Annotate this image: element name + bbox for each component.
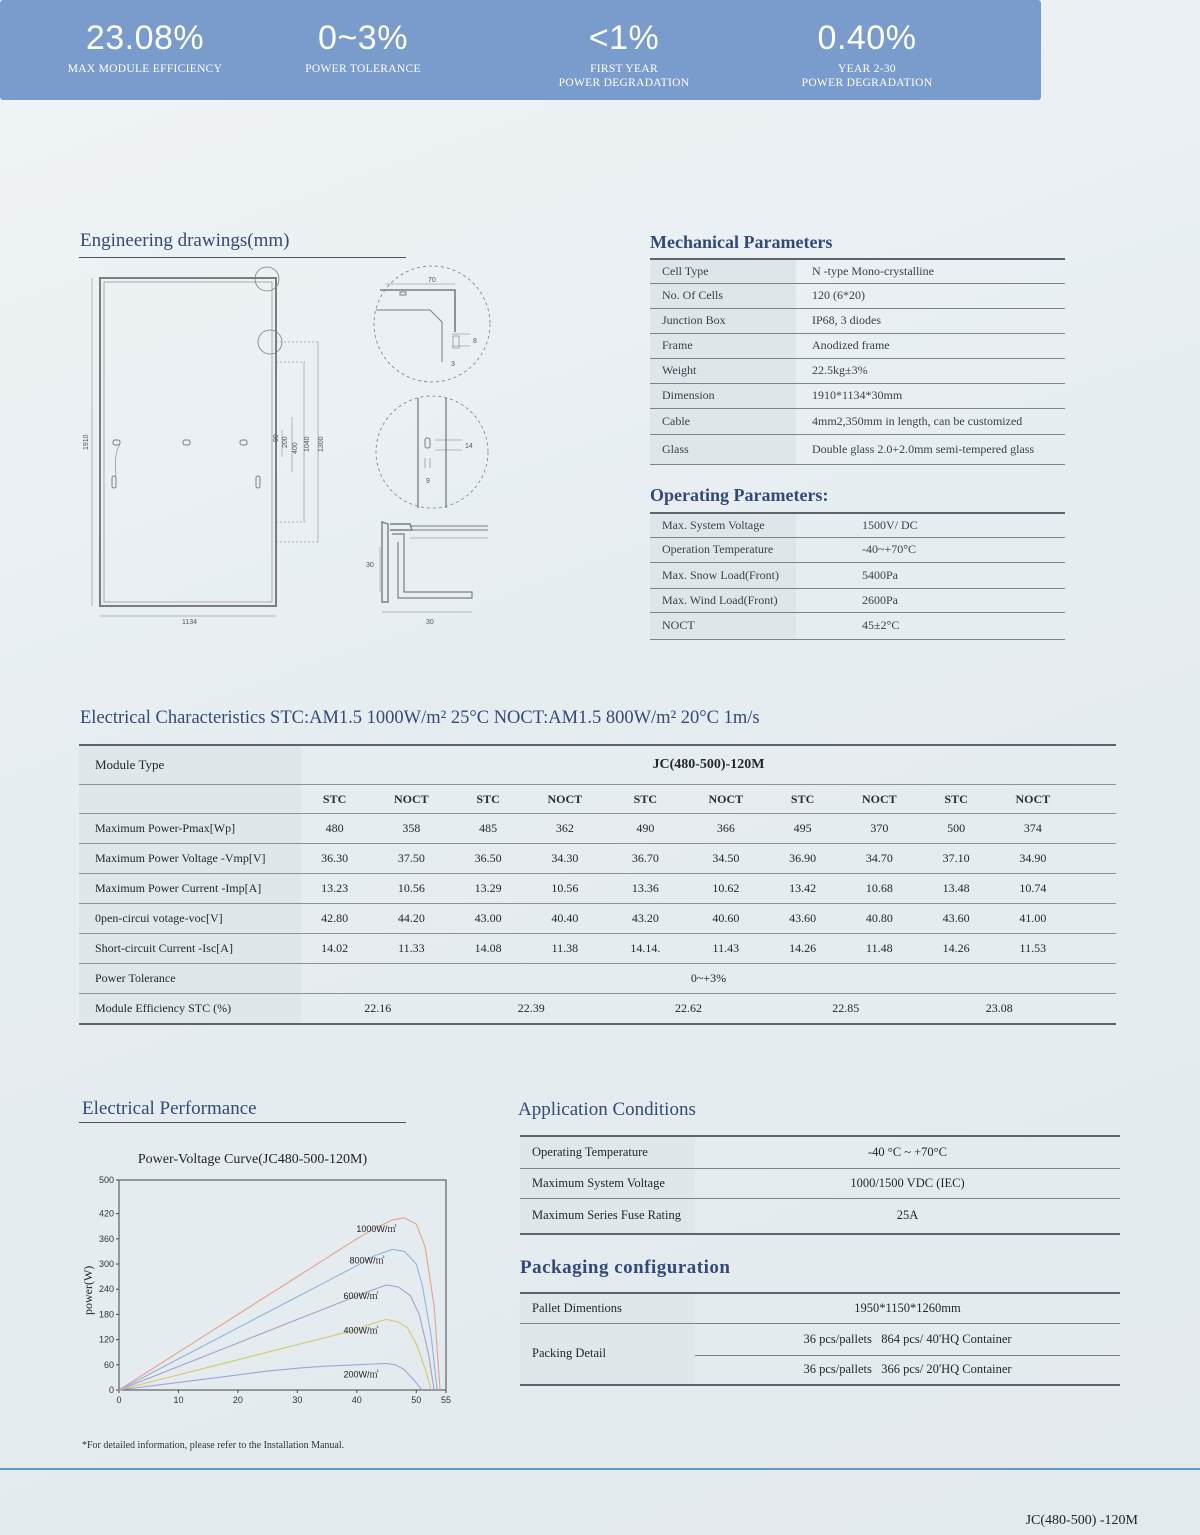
mechanical-param-key: No. Of Cells — [650, 283, 796, 308]
electrical-row — [79, 844, 1116, 874]
electrical-value: 42.80 — [301, 904, 368, 934]
electrical-value: 13.29 — [455, 874, 522, 904]
stat-value: 23.08% — [85, 19, 205, 57]
y-tick-label: 60 — [103, 1359, 114, 1370]
operating-param-key: NOCT — [650, 612, 796, 639]
module-efficiency-row — [79, 994, 1116, 1025]
pad-cell — [1076, 844, 1116, 874]
series-label: 800W/㎡ — [349, 1255, 385, 1266]
series-label: 600W/㎡ — [343, 1291, 379, 1301]
electrical-row — [79, 904, 1116, 934]
electrical-value: 358 — [368, 814, 454, 844]
electrical-value: 36.90 — [769, 844, 836, 874]
electrical-value: 14.08 — [455, 934, 522, 964]
stc-noct-header-row — [79, 785, 1116, 814]
power-voltage-chart — [78, 1140, 478, 1415]
electrical-characteristics-table — [79, 744, 1116, 1025]
electrical-value: 10.74 — [990, 874, 1076, 904]
stat-label: POWER TOLERANCE — [305, 63, 421, 75]
mechanical-param-key: Cable — [650, 408, 796, 434]
mechanical-param-value: 4mm2,350mm in length, can be customized — [796, 408, 1065, 434]
y-tick-label: 0 — [108, 1385, 114, 1395]
operating-param-row — [650, 612, 1065, 639]
header-blank — [79, 785, 301, 814]
dim-200-label: 200 — [282, 436, 289, 448]
mechanical-param-key: Weight — [650, 358, 796, 383]
module-type-row — [79, 745, 1116, 785]
application-value: -40 °C ~ +70°C — [695, 1136, 1120, 1168]
electrical-value: 34.50 — [683, 844, 769, 874]
operating-param-value: 5400Pa — [796, 562, 1065, 588]
application-key: Operating Temperature — [520, 1136, 695, 1168]
operating-param-key: Max. Wind Load(Front) — [650, 588, 796, 612]
condition-header: NOCT — [522, 785, 608, 814]
stat-max-efficiency — [35, 0, 255, 76]
electrical-value: 34.30 — [522, 844, 608, 874]
series-line — [119, 1285, 434, 1390]
dim-9-label: 9 — [426, 478, 430, 485]
footer-model: JC(480-500) -120M — [1025, 1513, 1138, 1528]
series-label: 200W/㎡ — [343, 1369, 379, 1380]
application-row — [520, 1198, 1120, 1234]
operating-param-row — [650, 513, 1065, 537]
x-tick-label: 55 — [440, 1395, 452, 1405]
electrical-value: 41.00 — [990, 904, 1076, 934]
packing-line-1: 36 pcs/pallets 864 pcs/ 40'HQ Container — [695, 1323, 1120, 1355]
packing-label: Packing Detail — [520, 1323, 695, 1385]
x-tick-label: 50 — [411, 1395, 422, 1405]
electrical-value: 374 — [990, 814, 1076, 844]
series-line — [119, 1319, 431, 1390]
dim-8-label: 8 — [473, 338, 477, 345]
key-stats-banner — [0, 0, 1041, 100]
electrical-value: 14.26 — [769, 934, 836, 964]
dim-3-label: 3 — [451, 361, 455, 368]
module-efficiency-value: 22.16 — [301, 994, 455, 1025]
condition-header: NOCT — [836, 785, 922, 814]
operating-param-key: Operation Temperature — [650, 537, 796, 562]
electrical-value: 36.50 — [455, 844, 522, 874]
application-row — [520, 1168, 1120, 1198]
dim-400-label: 400 — [292, 442, 299, 454]
dim-30-horizontal-label: 30 — [426, 619, 434, 626]
divider — [79, 257, 406, 258]
electrical-value: 13.23 — [301, 874, 368, 904]
mechanical-param-key: Cell Type — [650, 259, 796, 283]
dim-height-label: 1910 — [83, 434, 90, 450]
electrical-value: 13.36 — [608, 874, 683, 904]
condition-header: STC — [922, 785, 989, 814]
operating-param-value: 45±2°C — [796, 612, 1065, 639]
pad-cell — [1076, 874, 1116, 904]
operating-parameters-title: Operating Parameters: — [650, 485, 829, 505]
operating-param-value: -40~+70°C — [796, 537, 1065, 562]
module-efficiency-value: 23.08 — [922, 994, 1076, 1025]
electrical-value: 490 — [608, 814, 683, 844]
divider — [79, 1122, 406, 1123]
y-tick-label: 180 — [98, 1309, 114, 1320]
pad-cell — [1076, 934, 1116, 964]
operating-param-row — [650, 588, 1065, 612]
y-tick-label: 120 — [98, 1334, 114, 1345]
mechanical-param-key: Junction Box — [650, 308, 796, 333]
electrical-value: 480 — [301, 814, 368, 844]
mechanical-parameters-title: Mechanical Parameters — [650, 232, 833, 252]
mechanical-param-value: Double glass 2.0+2.0mm semi-tempered glass — [796, 434, 1065, 464]
chart-title: Power-Voltage Curve(JC480-500-120M) — [137, 1152, 368, 1167]
electrical-value: 362 — [522, 814, 608, 844]
electrical-characteristics-title: Electrical Characteristics STC:AM1.5 1000W/m² 25°C NOCT:AM1.5 800W/m² 20°C 1m/s — [80, 708, 760, 728]
mechanical-param-key: Dimension — [650, 383, 796, 408]
electrical-value: 366 — [683, 814, 769, 844]
stat-label-2: POWER DEGRADATION — [558, 77, 690, 89]
mechanical-param-value: Anodized frame — [796, 333, 1065, 358]
application-key: Maximum System Voltage — [520, 1168, 695, 1198]
condition-header: STC — [301, 785, 368, 814]
condition-header: NOCT — [368, 785, 454, 814]
pallet-label: Pallet Dimentions — [520, 1293, 695, 1323]
operating-param-row — [650, 537, 1065, 562]
mechanical-param-value: IP68, 3 diodes — [796, 308, 1065, 333]
electrical-row — [79, 934, 1116, 964]
footnote: *For detailed information, please refer to the Installation Manual. — [82, 1440, 345, 1451]
y-tick-label: 240 — [98, 1284, 114, 1295]
pallet-value: 1950*1150*1260mm — [695, 1293, 1120, 1323]
application-value: 25A — [695, 1198, 1120, 1234]
power-tolerance-row — [79, 964, 1116, 994]
electrical-value: 14.14. — [608, 934, 683, 964]
electrical-value: 13.42 — [769, 874, 836, 904]
electrical-value: 36.30 — [301, 844, 368, 874]
x-tick-label: 10 — [173, 1395, 184, 1405]
electrical-value: 485 — [455, 814, 522, 844]
x-tick-label: 20 — [232, 1395, 243, 1405]
packaging-configuration-title: Packaging configuration — [520, 1257, 731, 1278]
electrical-value: 14.02 — [301, 934, 368, 964]
y-tick-label: 500 — [98, 1175, 114, 1185]
electrical-value: 11.33 — [368, 934, 454, 964]
electrical-value: 13.48 — [922, 874, 989, 904]
electrical-value: 11.53 — [990, 934, 1076, 964]
electrical-value: 500 — [922, 814, 989, 844]
stat-value: 0.40% — [817, 19, 917, 57]
condition-header: STC — [769, 785, 836, 814]
operating-param-row — [650, 562, 1065, 588]
series-label: 1000W/㎡ — [356, 1223, 397, 1234]
stat-yearly-degradation — [757, 0, 977, 90]
pallet-row — [520, 1293, 1120, 1323]
electrical-row — [79, 874, 1116, 904]
packing-row-1 — [520, 1323, 1120, 1355]
electrical-value: 11.48 — [836, 934, 922, 964]
electrical-value: 370 — [836, 814, 922, 844]
stat-label: MAX MODULE EFFICIENCY — [67, 63, 223, 75]
dim-70-label: 70 — [428, 277, 436, 284]
electrical-row-label: Maximum Power Voltage -Vmp[V] — [79, 844, 301, 874]
mechanical-param-row — [650, 383, 1065, 408]
module-type-label: Module Type — [79, 745, 301, 785]
application-key: Maximum Series Fuse Rating — [520, 1198, 695, 1234]
operating-param-value: 2600Pa — [796, 588, 1065, 612]
mechanical-parameters-table — [650, 258, 1065, 465]
module-type-value: JC(480-500)-120M — [301, 745, 1116, 785]
electrical-value: 44.20 — [368, 904, 454, 934]
application-conditions-title: Application Conditions — [518, 1099, 696, 1120]
electrical-value: 40.80 — [836, 904, 922, 934]
x-tick-label: 30 — [292, 1395, 303, 1405]
application-conditions-table — [520, 1135, 1120, 1235]
electrical-row-label: Maximum Power-Pmax[Wp] — [79, 814, 301, 844]
power-tolerance-label: Power Tolerance — [79, 964, 301, 994]
electrical-value: 40.60 — [683, 904, 769, 934]
condition-header: STC — [455, 785, 522, 814]
stat-first-year-degradation — [514, 0, 734, 90]
packaging-table — [520, 1292, 1120, 1386]
electrical-row-label: 0pen-circui votage-voc[V] — [79, 904, 301, 934]
application-value: 1000/1500 VDC (IEC) — [695, 1168, 1120, 1198]
electrical-value: 43.00 — [455, 904, 522, 934]
condition-header: NOCT — [990, 785, 1076, 814]
dim-1040-label: 1040 — [304, 436, 311, 452]
mechanical-param-row — [650, 358, 1065, 383]
mechanical-param-value: 120 (6*20) — [796, 283, 1065, 308]
electrical-value: 11.38 — [522, 934, 608, 964]
electrical-value: 43.20 — [608, 904, 683, 934]
y-tick-label: 300 — [98, 1259, 114, 1269]
electrical-value: 10.56 — [368, 874, 454, 904]
engineering-drawing — [80, 262, 500, 634]
stat-value: <1% — [588, 19, 660, 57]
engineering-drawings-title: Engineering drawings(mm) — [80, 230, 290, 251]
y-axis-label: power(W) — [81, 1265, 95, 1315]
x-tick-label: 40 — [351, 1395, 362, 1405]
pad-cell — [1076, 814, 1116, 844]
condition-header: STC — [608, 785, 683, 814]
packing-line-2: 36 pcs/pallets 366 pcs/ 20'HQ Container — [695, 1355, 1120, 1385]
mechanical-param-value: 22.5kg±3% — [796, 358, 1065, 383]
y-tick-label: 360 — [98, 1233, 114, 1244]
condition-header: NOCT — [683, 785, 769, 814]
mechanical-param-value: N -type Mono-crystalline — [796, 259, 1065, 283]
module-efficiency-value: 22.39 — [455, 994, 609, 1025]
y-tick-label: 420 — [98, 1208, 114, 1219]
electrical-value: 43.60 — [922, 904, 989, 934]
electrical-value: 14.26 — [922, 934, 989, 964]
electrical-row — [79, 814, 1116, 844]
mechanical-param-row — [650, 434, 1065, 464]
dim-90-label: 90 — [273, 434, 280, 442]
mechanical-param-key: Frame — [650, 333, 796, 358]
dim-width-label: 1134 — [182, 619, 198, 626]
dim-30-vertical-label: 30 — [366, 562, 374, 569]
dim-14-label: 14 — [465, 443, 473, 450]
mechanical-param-row — [650, 408, 1065, 434]
mechanical-param-value: 1910*1134*30mm — [796, 383, 1065, 408]
mechanical-param-key: Glass — [650, 434, 796, 464]
electrical-value: 40.40 — [522, 904, 608, 934]
operating-parameters-table — [650, 512, 1065, 640]
stat-label: YEAR 2-30 — [838, 63, 896, 75]
electrical-value: 37.50 — [368, 844, 454, 874]
electrical-value: 37.10 — [922, 844, 989, 874]
electrical-value: 43.60 — [769, 904, 836, 934]
footer-divider — [0, 1468, 1200, 1470]
mechanical-param-row — [650, 259, 1065, 283]
pad-cell — [1076, 904, 1116, 934]
stat-value: 0~3% — [318, 19, 408, 57]
series-label: 400W/㎡ — [343, 1325, 379, 1336]
x-tick-label: 0 — [116, 1395, 122, 1405]
operating-param-key: Max. System Voltage — [650, 513, 796, 537]
dim-1300-label: 1300 — [318, 436, 325, 452]
application-row — [520, 1136, 1120, 1168]
operating-param-value: 1500V/ DC — [796, 513, 1065, 537]
electrical-performance-title: Electrical Performance — [82, 1098, 257, 1119]
stat-label-2: POWER DEGRADATION — [801, 77, 933, 89]
mechanical-param-row — [650, 308, 1065, 333]
mechanical-param-row — [650, 333, 1065, 358]
operating-param-key: Max. Snow Load(Front) — [650, 562, 796, 588]
module-efficiency-value: 22.85 — [769, 994, 923, 1025]
electrical-value: 10.68 — [836, 874, 922, 904]
electrical-value: 10.62 — [683, 874, 769, 904]
electrical-value: 11.43 — [683, 934, 769, 964]
mechanical-param-row — [650, 283, 1065, 308]
electrical-value: 34.70 — [836, 844, 922, 874]
pad-cell — [1076, 994, 1116, 1025]
power-tolerance-value: 0~+3% — [301, 964, 1116, 994]
pad-cell — [1076, 785, 1116, 814]
module-efficiency-label: Module Efficiency STC (%) — [79, 994, 301, 1025]
electrical-value: 36.70 — [608, 844, 683, 874]
electrical-row-label: Short-circuit Current -Isc[A] — [79, 934, 301, 964]
stat-label: FIRST YEAR — [590, 63, 658, 75]
electrical-row-label: Maximum Power Current -Imp[A] — [79, 874, 301, 904]
electrical-value: 34.90 — [990, 844, 1076, 874]
electrical-value: 10.56 — [522, 874, 608, 904]
module-efficiency-value: 22.62 — [608, 994, 769, 1025]
electrical-value: 495 — [769, 814, 836, 844]
stat-power-tolerance — [253, 0, 473, 76]
